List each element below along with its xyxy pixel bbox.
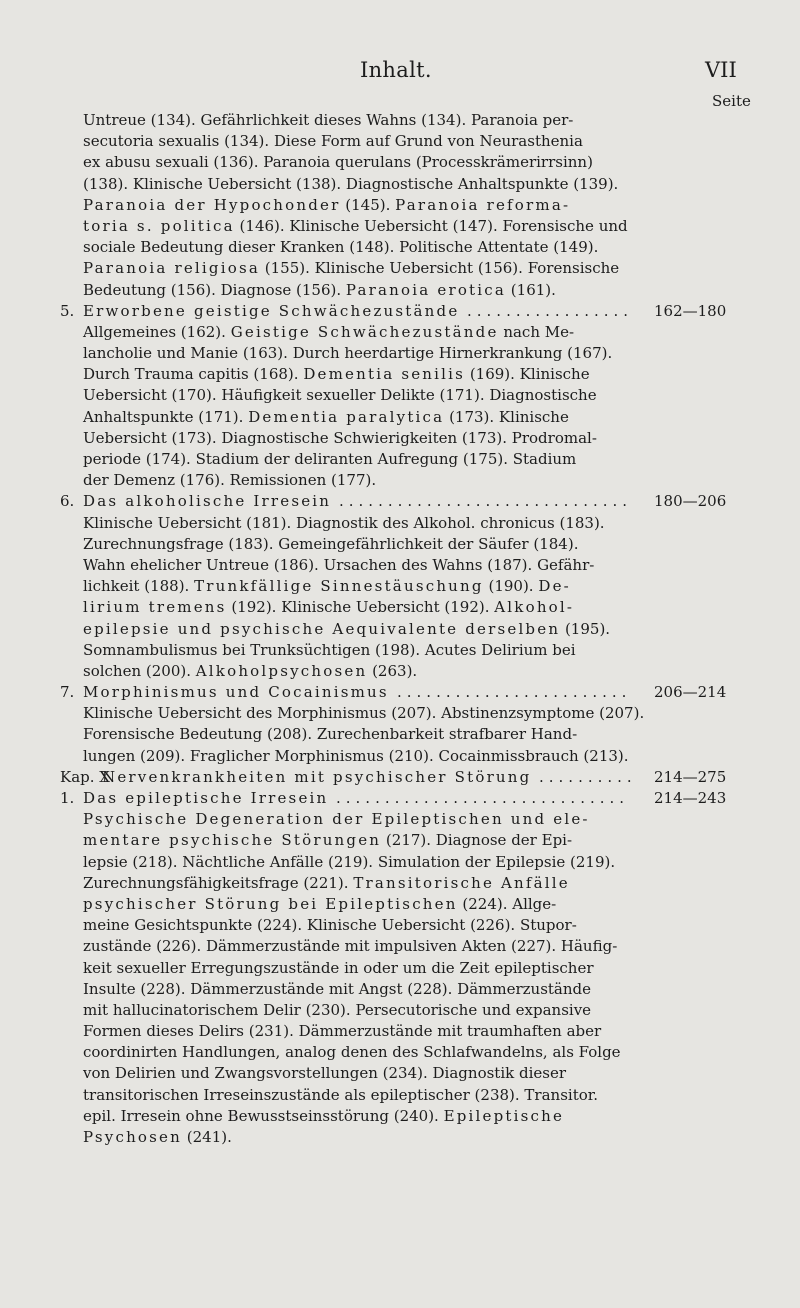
toc-entry-line: Formen dieses Delirs (231). Dämmerzustände mit traumhaften aber [83,1022,602,1041]
toc-entry-line: von Delirien und Zwangsvorstellungen (234). Diagnostik dieser [83,1064,566,1083]
toc-entry-line: lichkeit (188). Trunkfällige Sinnestäuschung (190). De- [83,577,571,596]
chapter-number: Kap. X. [60,767,115,786]
section-title: Das epileptische Irresein [83,789,329,807]
spaced-emphasis: Transitorische Anfälle [353,873,570,892]
toc-entry-line: Klinische Uebersicht (181). Diagnostik des Alkohol. chronicus (183). [83,513,605,532]
page-range: 206—214 [654,683,727,702]
toc-body [60,110,735,1148]
spaced-emphasis: Geistige Schwächezustände [230,322,499,341]
toc-entry-line: lepsie (218). Nächtliche Anfälle (219). Simulation der Epilepsie (219). [83,852,616,871]
spaced-emphasis: mentare psychische Störungen [83,831,382,850]
section-number: 5. [60,301,75,320]
spaced-emphasis: Alkohol- [494,598,575,617]
dot-leader: ........................ [397,683,632,702]
section-number: 1. [60,789,75,807]
section-title: Das alkoholische Irresein [83,492,332,511]
spaced-emphasis: toria s. politica [83,216,235,235]
running-title: Inhalt. [360,58,432,82]
page-header [0,58,800,88]
section-heading [60,491,735,512]
page-range: 180—206 [654,492,727,511]
toc-entry-line: keit sexueller Erregungszustände in oder um die Zeit epileptischer [83,958,594,977]
toc-entry-line: ex abusu sexuali (136). Paranoia querulans (Processkrämerirrsinn) [83,153,593,172]
spaced-emphasis: epilepsie und psychische Aequivalente derselben [83,619,561,638]
spaced-emphasis: Paranoia reforma- [395,195,571,214]
section-title: Morphinismus und Cocainismus [83,683,389,702]
section-heading [60,788,735,809]
toc-entry-line: toria s. politica (146). Klinische Uebersicht (147). Forensische und [83,216,628,235]
toc-entry-line: mit hallucinatorischem Delir (230). Persecutorische und expansive [83,1000,592,1019]
toc-entry-line: lancholie und Manie (163). Durch heerdartige Hirnerkrankung (167). [83,344,613,363]
toc-entry-line: mentare psychische Störungen (217). Diagnose der Epi- [83,831,573,850]
toc-entry-line: Uebersicht (173). Diagnostische Schwierigkeiten (173). Prodromal- [83,428,597,447]
toc-entry-line: Paranoia der Hypochonder (145). Paranoia reforma- [83,195,571,214]
toc-entry-line: Untreue (134). Gefährlichkeit dieses Wahns (134). Paranoia per- [83,111,574,129]
toc-entry-line: Paranoia religiosa (155). Klinische Uebersicht (156). Forensische [83,259,620,278]
toc-entry-line: solchen (200). Alkoholpsychosen (263). [83,661,418,680]
toc-entry-line: epil. Irresein ohne Bewusstseinsstörung (240). Epileptische [83,1106,565,1125]
toc-entry-line: meine Gesichtspunkte (224). Klinische Uebersicht (226). Stupor- [83,916,577,935]
toc-entry-line: Anhaltspunkte (171). Dementia paralytica (173). Klinische [83,407,569,426]
spaced-emphasis: Paranoia erotica [345,280,507,299]
spaced-emphasis: De- [538,577,571,596]
spaced-emphasis: Dementia senilis [303,365,466,384]
toc-entry-line: sociale Bedeutung dieser Kranken (148). Politische Attentate (149). [83,238,599,257]
spaced-emphasis: lirium tremens [83,598,227,617]
page-range: 214—243 [654,789,727,807]
toc-entry-line: lungen (209). Fraglicher Morphinismus (210). Cocainmissbrauch (213). [83,746,629,765]
spaced-emphasis: Psychosen [83,1128,182,1146]
toc-entry-line: Wahn ehelicher Untreue (186). Ursachen des Wahns (187). Gefähr- [83,555,595,574]
toc-entry-line: coordinirten Handlungen, analog denen des Schlafwandelns, als Folge [83,1043,621,1062]
section-title: Erworbene geistige Schwächezustände [83,301,460,320]
dot-leader: .............................. [336,789,630,807]
toc-entry-line: Insulte (228). Dämmerzustände mit Angst (228). Dämmerzustände [83,979,592,998]
spaced-emphasis: Epileptische [443,1106,565,1125]
toc-entry-line: Zurechnungsfähigkeitsfrage (221). Transitorische Anfälle [83,873,570,892]
spaced-emphasis: Trunkfällige Sinnestäuschung [194,577,484,596]
section-number: 7. [60,683,75,702]
toc-entry-line: Psychosen (241). [83,1128,232,1146]
dot-leader: .......... [539,767,637,786]
section-heading [60,301,735,322]
chapter-heading [60,767,735,788]
toc-entry-line: Somnambulismus bei Trunksüchtigen (198). Acutes Delirium bei [83,640,576,659]
dot-leader: ................. [467,301,634,320]
toc-entry-line: Bedeutung (156). Diagnose (156). Paranoia erotica (161). [83,280,556,299]
toc-entry-line [60,809,735,830]
toc-entry-line: Zurechnungsfrage (183). Gemeingefährlichkeit der Säufer (184). [83,534,579,553]
section-heading [60,682,735,703]
toc-entry-line: zustände (226). Dämmerzustände mit impulsiven Akten (227). Häufig- [83,937,618,956]
spaced-emphasis: Alkoholpsychosen [195,661,368,680]
spaced-emphasis: Dementia paralytica [248,407,445,426]
page-range: 162—180 [654,301,727,320]
page-range: 214—275 [654,767,727,786]
toc-entry-line: periode (174). Stadium der deliranten Aufregung (175). Stadium [83,450,577,468]
page-number: VII [705,58,737,82]
toc-entry-line: Klinische Uebersicht des Morphinismus (207). Abstinenzsymptome (207). [83,704,645,723]
spaced-emphasis: psychischer Störung bei Epileptischen [83,894,458,913]
toc-entry-line: Forensische Bedeutung (208). Zurechenbarkeit strafbarer Hand- [83,725,578,744]
toc-entry-line: Durch Trauma capitis (168). Dementia senilis (169). Klinische [83,365,590,384]
dot-leader: .............................. [339,492,633,511]
spaced-emphasis: Paranoia religiosa [83,259,260,278]
toc-entry-line: epilepsie und psychische Aequivalente derselben (195). [83,619,611,638]
toc-entry-line: lirium tremens (192). Klinische Uebersicht (192). Alkohol- [83,598,575,617]
spaced-emphasis: Paranoia der Hypochonder [83,195,341,214]
toc-entry-line: secutoria sexualis (134). Diese Form auf Grund von Neurasthenia [83,132,583,151]
toc-entry-line: Allgemeines (162). Geistige Schwächezustände nach Me- [83,322,575,341]
toc-entry-line: transitorischen Irreseinszustände als epileptischer (238). Transitor. [83,1085,599,1104]
page-column-label: Seite [712,92,751,110]
toc-entry-line: Uebersicht (170). Häufigkeit sexueller Delikte (171). Diagnostische [83,386,597,405]
toc-entry-line: der Demenz (176). Remissionen (177). [83,471,377,490]
spaced-emphasis: Psychische Degeneration der Epileptischen und ele- [83,810,590,829]
toc-entry-line: (138). Klinische Uebersicht (138). Diagnostische Anhaltspunkte (139). [83,174,619,193]
section-number: 6. [60,492,75,511]
toc-entry-line: psychischer Störung bei Epileptischen (224). Allge- [83,894,557,913]
chapter-title: Nervenkrankheiten mit psychischer Störung [102,767,532,786]
